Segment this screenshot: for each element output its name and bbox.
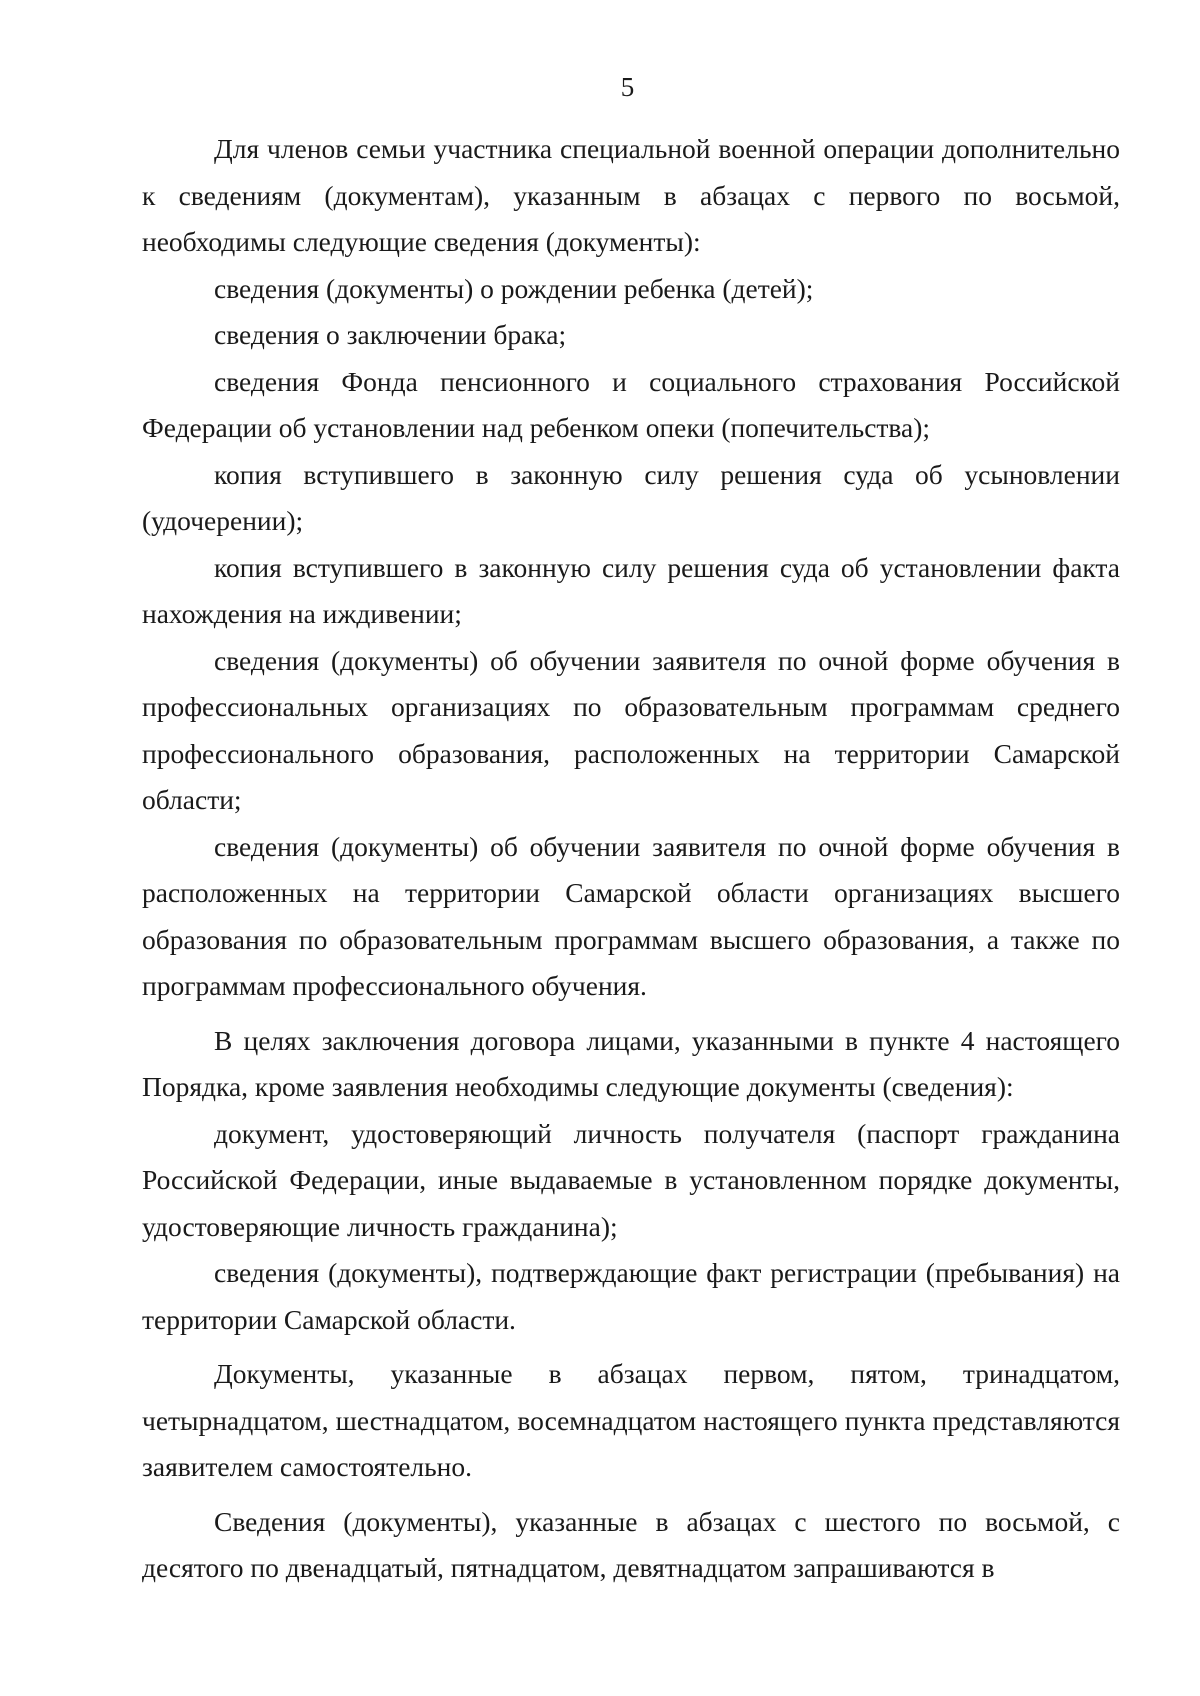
paragraph-registration-records: сведения (документы), подтверждающие факт регистрации (пребывания) на территории Самарской области. — [142, 1257, 1120, 1335]
paragraph-identity-document: документ, удостоверяющий личность получателя (паспорт гражданина Российской Федерации, иные выдаваемые в установленном порядке документы, удостоверяющие личность гражданина); — [142, 1117, 1120, 1242]
paragraph-contract-documents-intro: В целях заключения договора лицами, указанными в пункте 4 настоящего Порядка, кроме заявления необходимы следующие документы (сведения): — [142, 1024, 1120, 1102]
paragraph-marriage-records: сведения о заключении брака; — [214, 319, 567, 350]
paragraph-family-members-intro: Для членов семьи участника специальной военной операции дополнительно к сведениям (документам), указанным в абзацах с первого по восьмой, необходимы следующие сведения (документы): — [142, 133, 1120, 257]
paragraph-vocational-education-records: сведения (документы) об обучении заявителя по очной форме обучения в профессиональных организациях по образовательным программам среднего профессионального образования, расположенных на территории Самарской области; — [142, 644, 1120, 815]
paragraph-adoption-court-decision: копия вступившего в законную силу решения суда об усыновлении (удочерении); — [142, 458, 1120, 536]
paragraph-guardianship-records: сведения Фонда пенсионного и социального страхования Российской Федерации об установлении над ребенком опеки (попечительства); — [142, 365, 1120, 443]
paragraph-self-submitted-documents: Документы, указанные в абзацах первом, пятом, тринадцатом, четырнадцатом, шестнадцатом, восемнадцатом настоящего пункта представляются заявителем самостоятельно. — [142, 1358, 1120, 1482]
page-number: 5 — [620, 72, 635, 102]
paragraph-birth-records: сведения (документы) о рождении ребенка (детей); — [214, 272, 814, 304]
paragraph-dependency-court-decision: копия вступившего в законную силу решения суда об установлении факта нахождения на иждивении; — [142, 551, 1120, 629]
paragraph-higher-education-records: сведения (документы) об обучении заявителя по очной форме обучения в расположенных на территории Самарской области организациях высшего образования по образовательным программам высшего образования, а также по программам профессионального обучения. — [142, 830, 1120, 1001]
document-body — [142, 126, 1120, 1592]
paragraph-requested-documents: Сведения (документы), указанные в абзацах с шестого по восьмой, с десятого по двенадцатый, пятнадцатом, девятнадцатом запрашиваются в — [142, 1505, 1120, 1583]
